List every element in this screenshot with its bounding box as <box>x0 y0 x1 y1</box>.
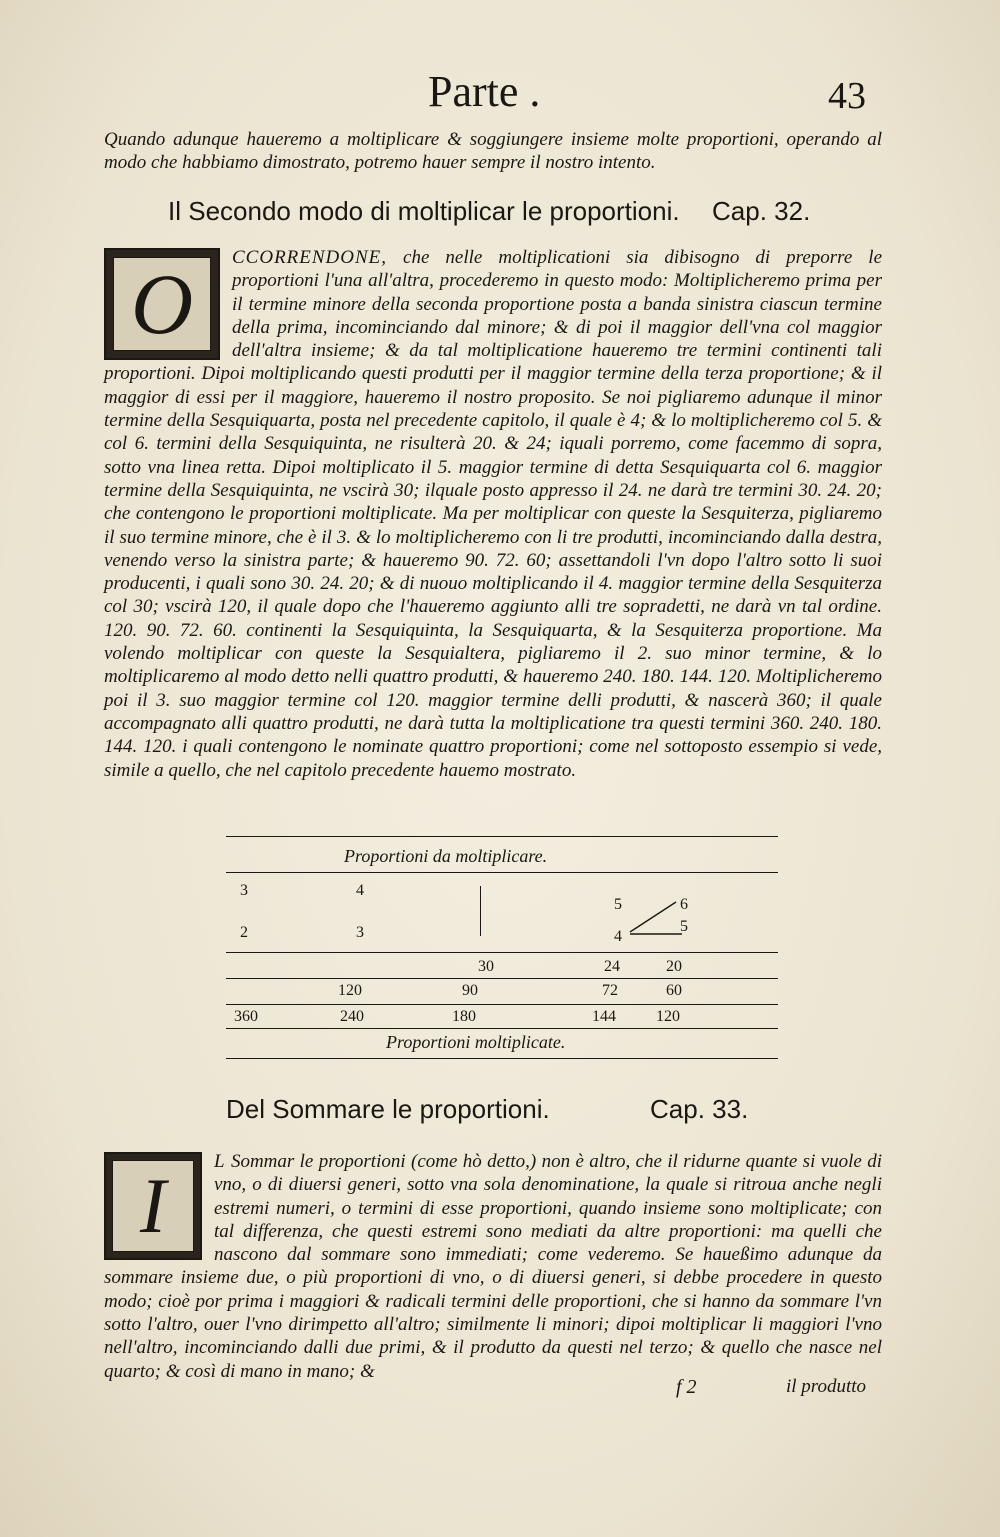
row2-b: 90 <box>462 982 478 999</box>
decorated-initial-o: O <box>104 248 220 360</box>
pair-1-top: 3 <box>240 882 248 899</box>
row3-b: 240 <box>340 1008 364 1025</box>
chapter-32-text: che nelle moltiplicationi sia dibisogno di preporre le proportioni l'una all'altra, procederemo in questo modo: Moltiplicheremo prima per il termine minore della seconda proportione posta a banda sinistra ciascun termine della prima, incominciando dal minore; & di poi il maggior dell'vna col maggior dell'altra insieme; & da tal moltiplicatione haueremo tre termini continenti tali proportioni. Dipoi moltiplicando questi produtti per il maggior termine della terza proportione; & il maggior di essi per il maggiore, haueremo il nostro proposito. Se noi pigliaremo adunque il minor termine della Sesquiquarta, posta nel precedente capitolo, il quale è 4; & lo moltiplicheremo col 5. & col 6. termini della Sesquiquinta, ne risulterà 20. & 24; iquali porremo, come facemmo di sopra, sotto vna linea retta. Dipoi moltiplicato il 5. maggior termine di detta Sesquiquarta col 6. maggior termine della Sesquiquinta, ne vscirà 30; ilquale posto appresso il 24. ne darà tre termini 30. 24. 20; che contengono le proportioni moltiplicate. Ma per moltiplicar con queste la Sesquiterza, pigliaremo il suo termine minore, che è il 3. & lo moltiplicheremo con li tre produtti, incominciando dalla destra, venendo verso la sinistra parte; & haueremo 90. 72. 60; assettandoli l'vn dopo l'altro sotto li suoi producenti, i quali sono 30. 24. 20; & di nuouo moltiplicando il 4. maggior termine della Sesquiterza col 30; vscirà 120, il quale dopo che l'haueremo aggiunto alli tre sopradetti, ne darà vn tal ordine. 120. 90. 72. 60. continenti la Sesquiquinta, la Sesquiquarta, & la Sesquiterza proportione. Ma volendo moltiplicar con queste la Sesquialtera, pigliaremo il 2. suo minor termine, & lo moltiplicaremo al modo detto nelli quattro produtti, & haueremo 240. 180. 144. 120. Moltiplicheremo poi il 3. suo maggior termine col 120. maggior termine delli produtti, & nascerà 360; il quale accompagnato alli quattro produtti, ne darà tutta la moltiplicatione tra questi termini 360. 240. 180. 144. 120. i quali contengono le nominate quattro proportioni; come nel sottoposto essempio si vede, simile a quello, che nel capitolo precedente hauemo mostrato. <box>104 247 883 781</box>
row2-a: 120 <box>338 982 362 999</box>
row3-e: 120 <box>656 1008 680 1025</box>
row1-c: 20 <box>666 958 682 975</box>
chapter-33-text: Sommar le proportioni (come hò detto,) non è altro, che il ridurne quante si vuole di vno, o di diuersi generi, sotto vna sola denominatione, la quale si ritroua anche negli estremi numeri, o termini di esse proportioni, quando insieme sono moltiplicate; con tal differenza, che questi estremi sono mediati da altre proportioni: ma quelli che nascono dal sommare sono immediati; come vederemo. Se haueßimo adunque da sommare insieme due, o più proportioni di vno, o di diuersi generi, si debbe procedere in questo modo; cioè por prima i maggiori & radicali termini delle proportioni, che si hanno da sommare l'vn sotto l'altro, ouer l'vno dirimpetto all'altro; similmente li minori; dipoi moltiplicar li maggiori l'vno nell'altro, incominciando dalli due primi, & il produtto da questi nel terzo; & quello che nasce nel quarto; & così di mano in mano; & <box>104 1151 882 1382</box>
diagram-bottom-caption: Proportioni moltiplicate. <box>386 1032 566 1052</box>
row1-a: 30 <box>478 958 494 975</box>
proportion-diagram <box>226 832 778 1062</box>
chapter-32-lead: CCORRENDONE, <box>232 247 388 268</box>
catchword: il produtto <box>786 1376 867 1397</box>
pair-3-bottom: 4 <box>614 928 622 945</box>
chapter-33-title: Del Sommare le proportioni. <box>226 1094 550 1124</box>
row3-d: 144 <box>592 1008 616 1025</box>
row2-c: 72 <box>602 982 618 999</box>
running-head: Parte . <box>428 67 541 116</box>
intro-paragraph: Quando adunque haueremo a moltiplicare & soggiungere insieme molte proportioni, operando al modo che habbiamo dimostrato, potremo hauer sempre il nostro intento. <box>104 129 882 174</box>
chapter-32-number: Cap. 32. <box>712 196 811 226</box>
signature-mark: f 2 <box>676 1376 697 1398</box>
pair-4-bottom: 5 <box>680 918 688 935</box>
diagram-divider <box>480 886 481 936</box>
chapter-32-title: Il Secondo modo di moltiplicar le proportioni. <box>168 196 680 226</box>
row2-d: 60 <box>666 982 682 999</box>
row3-a: 360 <box>234 1008 258 1025</box>
diagram-rule <box>226 836 778 837</box>
diagram-rule <box>226 978 778 979</box>
diagram-rule <box>226 952 778 953</box>
diagram-rule <box>226 1004 778 1005</box>
pair-2-top: 4 <box>356 882 364 899</box>
chapter-33-lead: L <box>214 1151 226 1172</box>
cross-lines <box>626 898 686 938</box>
pair-3-top: 5 <box>614 896 622 913</box>
row1-b: 24 <box>604 958 620 975</box>
pair-4-top: 6 <box>680 896 688 913</box>
decorated-initial-i: I <box>104 1152 202 1260</box>
pair-1-bottom: 2 <box>240 924 248 941</box>
chapter-33-number: Cap. 33. <box>650 1094 749 1124</box>
row3-c: 180 <box>452 1008 476 1025</box>
diagram-rule <box>226 1028 778 1029</box>
pair-2-bottom: 3 <box>356 924 364 941</box>
diagram-rule <box>226 872 778 873</box>
diagram-top-caption: Proportioni da moltiplicare. <box>344 846 548 866</box>
diagram-rule <box>226 1058 778 1059</box>
page-number: 43 <box>828 75 866 117</box>
chapter-32-body <box>104 246 882 782</box>
chapter-33-body <box>104 1150 882 1383</box>
